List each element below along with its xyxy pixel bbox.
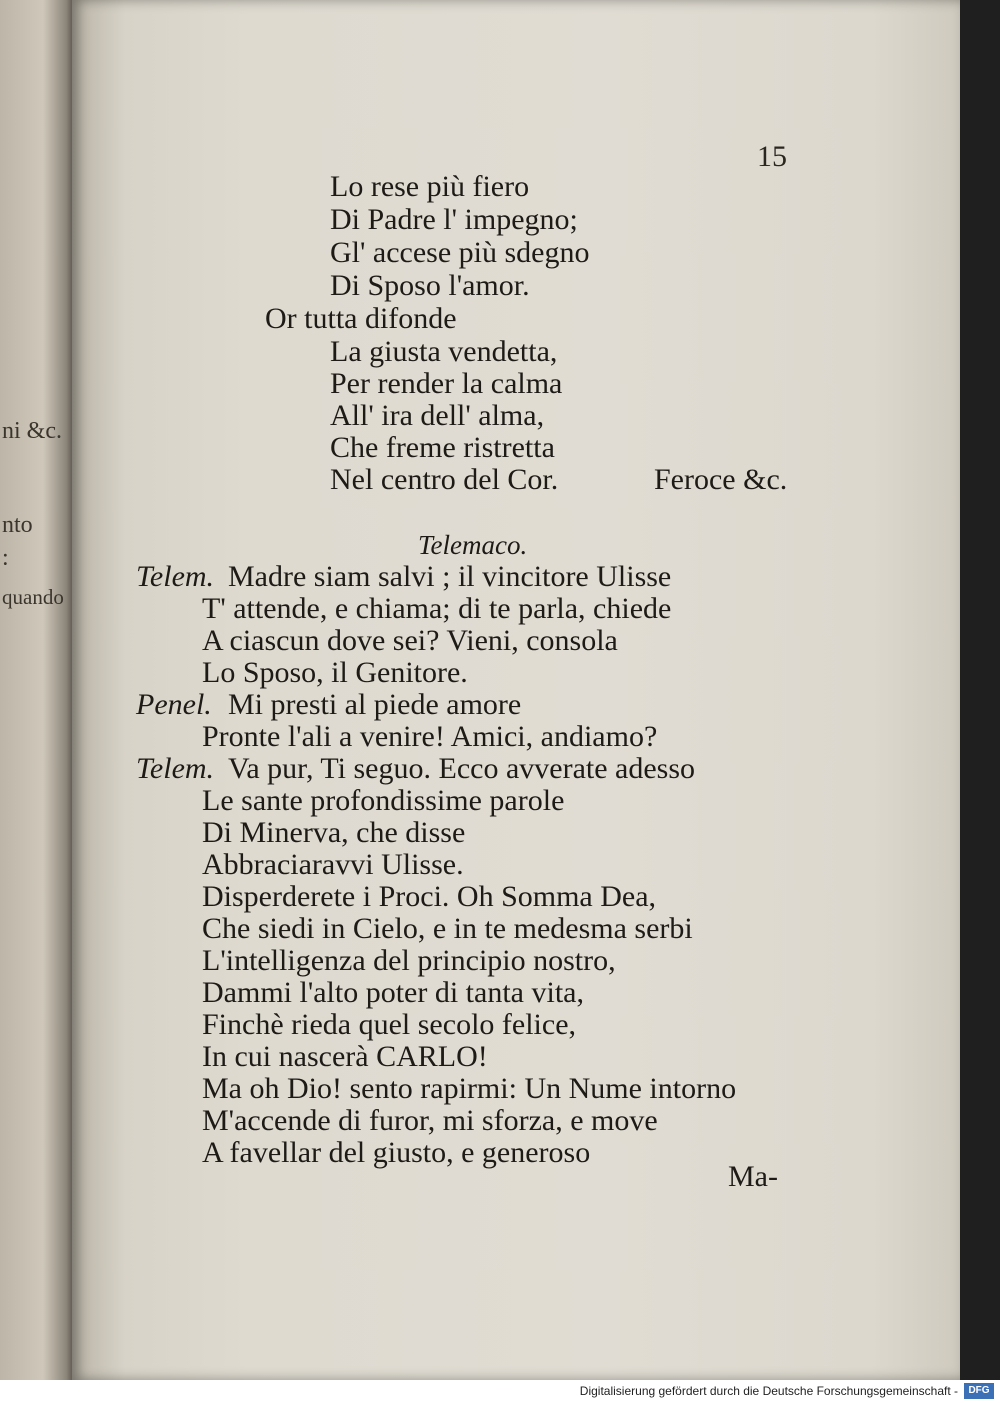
dialogue-line: Dammi l'alto poter di tanta vita, [202,976,584,1009]
footer-band [0,1380,1000,1403]
dialogue-line: Pronte l'ali a venire! Amici, andiamo? [202,720,658,753]
speaker-name: Penel. [136,688,212,721]
funding-notice: Digitalisierung gefördert durch die Deutsche Forschungsgemeinschaft - [579,1384,958,1398]
dialogue-line: Va pur, Ti seguo. Ecco avverate adesso [228,752,696,785]
verse-line: Per render la calma [330,367,563,400]
dialogue-line: Finchè rieda quel secolo felice, [202,1008,577,1041]
dialogue-line: Disperderete i Proci. Oh Somma Dea, [202,880,657,913]
catchword: Ma- [728,1160,778,1193]
verse-line: Gl' accese più sdegno [330,236,590,269]
dialogue-line: Abbraciaravvi Ulisse. [202,848,464,881]
dialogue-line: Di Minerva, che disse [202,816,466,849]
verse-line: Di Sposo l'amor. [330,269,530,302]
left-page-fragment: ni &c. [2,418,62,444]
dialogue-line: Madre siam salvi ; il vincitore Ulisse [228,560,672,593]
verse-line: Che freme ristretta [330,431,555,464]
verse-line: Nel centro del Cor. [330,463,559,496]
verse-line: Di Padre l' impegno; [330,203,578,236]
adjacent-page-edge [0,0,78,1380]
dialogue-line: Ma oh Dio! sento rapirmi: Un Nume intorno [202,1072,737,1105]
speaker-name: Telem. [136,752,215,785]
dialogue-line: Lo Sposo, il Genitore. [202,656,468,689]
dialogue-line: Che siedi in Cielo, e in te medesma serbi [202,912,693,945]
page-number: 15 [757,140,787,173]
dialogue-line: In cui nascerà CARLO! [202,1040,488,1073]
dialogue-line: M'accende di furor, mi sforza, e move [202,1104,658,1137]
dialogue-line: L'intelligenza del principio nostro, [202,944,616,977]
left-page-fragment: quando [2,585,64,609]
left-page-fragment: nto [2,512,33,538]
verse-line: Or tutta difonde [265,302,457,335]
speaker-name: Telem. [136,560,215,593]
dialogue-line: T' attende, e chiama; di te parla, chiede [202,592,672,625]
dialogue-line: Mi presti al piede amore [228,688,522,721]
scene-title: Telemaco. [418,530,528,560]
verse-line: Lo rese più fiero [330,170,530,203]
left-page-fragment: : [2,545,9,571]
verse-line: All' ira dell' alma, [330,399,545,432]
dialogue-line: A favellar del giusto, e generoso [202,1136,591,1169]
verse-line: La giusta vendetta, [330,335,558,368]
book-page [72,0,960,1380]
dialogue-line: A ciascun dove sei? Vieni, consola [202,624,618,657]
dialogue-line: Le sante profondissime parole [202,784,565,817]
dfg-logo-icon: DFG [964,1383,994,1399]
reprise-indication: Feroce &c. [654,463,788,496]
